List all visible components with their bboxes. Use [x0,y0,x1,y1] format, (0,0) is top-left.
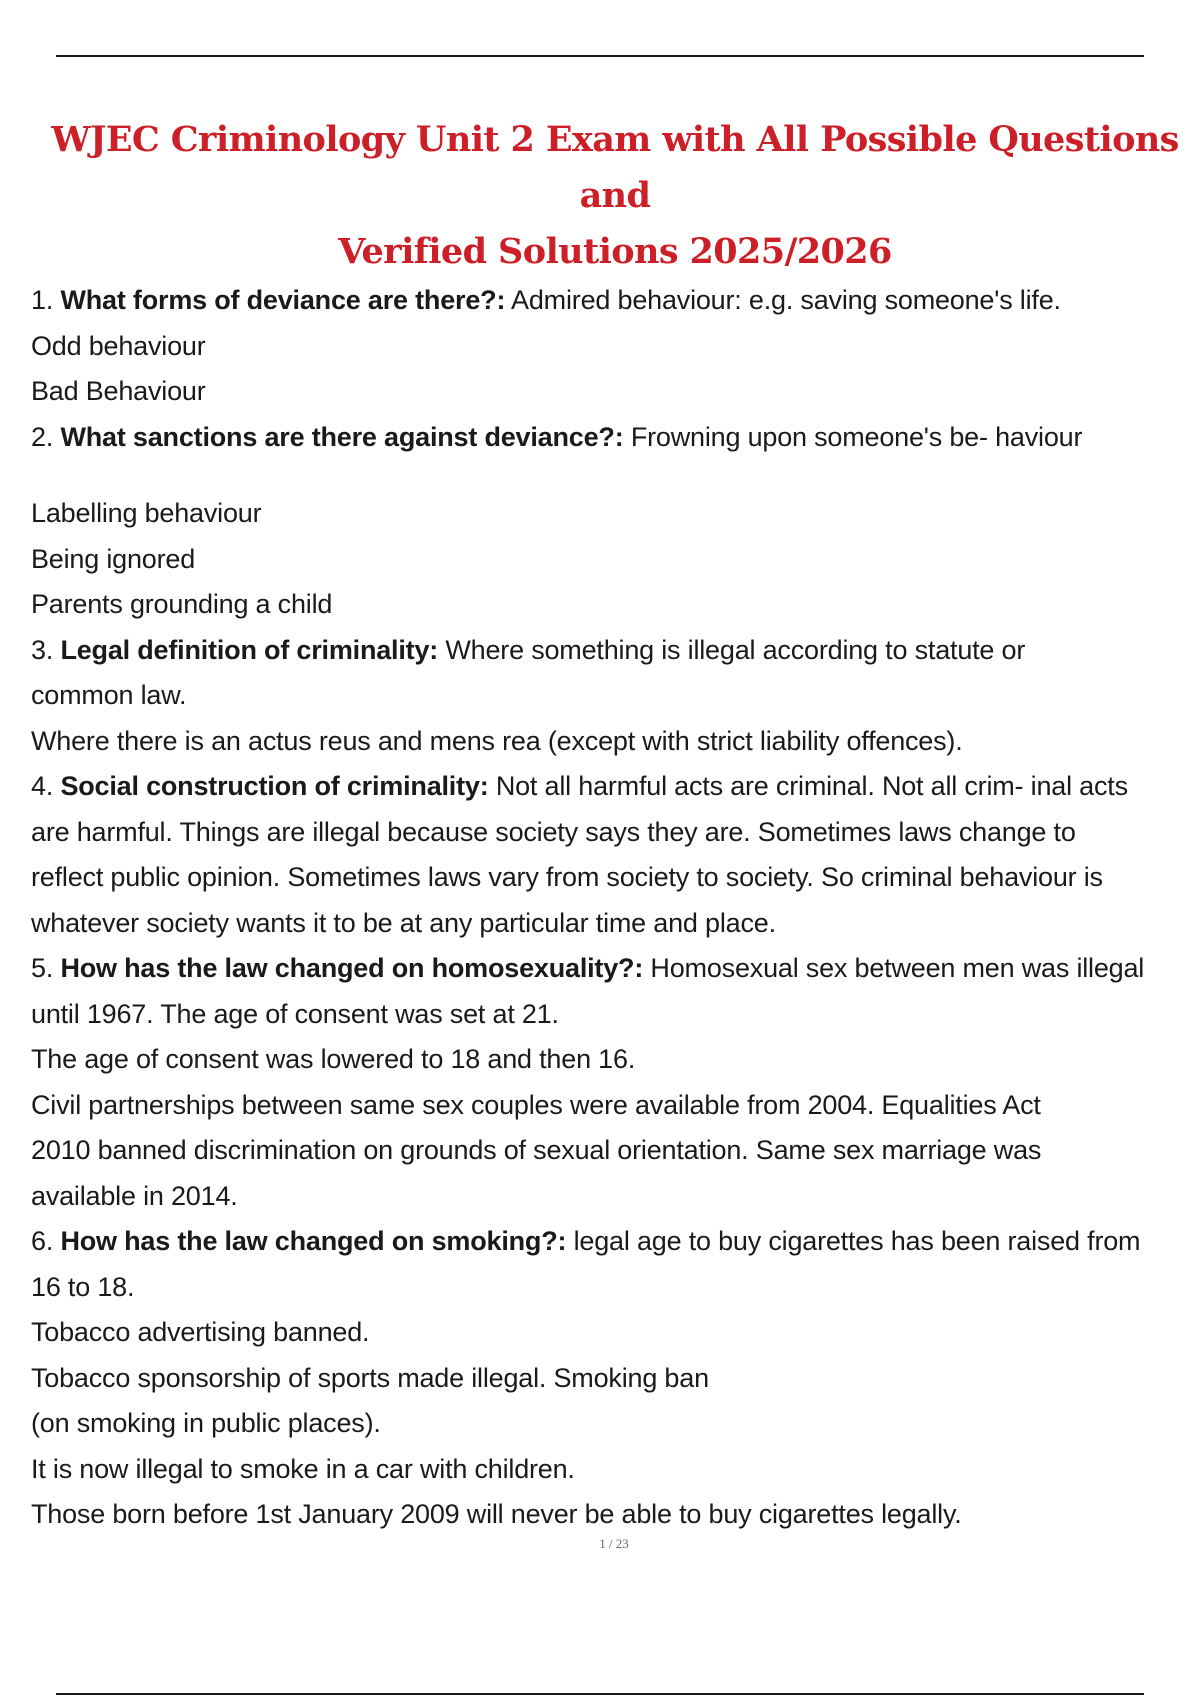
question-number: 1. [31,285,54,315]
question-heading: How has the law changed on smoking?: [60,1226,567,1256]
answer-text: Frowning upon someone's be- haviour [623,421,1083,452]
answer-line: Labelling behaviour [31,498,262,528]
answer-text: Not all harmful acts are criminal. Not all crim- inal acts [488,771,1128,801]
answer-line: Being ignored [31,543,196,574]
answer-text: Homosexual sex between men was illegal [643,953,1145,983]
answer-line: reflect public opinion. Sometimes laws vary from society to society. So criminal behaviour is [31,862,1103,892]
document-title [40,112,1190,280]
question-heading: Legal definition of criminality: [60,634,439,665]
question-number: 6. [31,1226,54,1256]
question-number: 4. [31,771,54,801]
answer-line: until 1967. The age of consent was set at 21. [31,998,559,1029]
question-3 [31,628,1191,674]
question-number: 5. [31,953,54,983]
page-number: 1 / 23 [599,1536,629,1551]
question-5 [31,946,1191,992]
question-heading: What forms of deviance are there?: [60,285,506,315]
question-heading: Social construction of criminality: [60,771,489,801]
question-number: 2. [31,421,54,452]
answer-line: Parents grounding a child [31,589,333,619]
answer-line: Those born before 1st January 2009 will never be able to buy cigarettes legally. [31,1499,962,1529]
answer-line: whatever society wants it to be at any particular time and place. [31,907,776,938]
question-heading: What sanctions are there against deviance?: [60,421,624,452]
answer-line: common law. [31,680,187,710]
answer-line: 2010 banned discrimination on grounds of sexual orientation. Same sex marriage was [31,1135,1042,1165]
answer-text: legal age to buy cigarettes has been raised from [566,1226,1141,1256]
answer-line: 16 to 18. [31,1271,135,1302]
title-line-1: WJEC Criminology Unit 2 Exam with All Possible Questions and [51,119,1179,216]
answer-line: Odd behaviour [31,330,206,361]
question-heading: How has the law changed on homosexuality?: [60,953,644,983]
answer-line: Bad Behaviour [31,376,206,406]
spacer [31,460,1191,491]
answer-text: Where something is illegal according to statute or [438,634,1026,665]
answer-line: (on smoking in public places). [31,1408,381,1438]
answer-line: Civil partnerships between same sex couples were available from 2004. Equalities Act [31,1089,1041,1120]
answer-line: It is now illegal to smoke in a car with children. [31,1453,575,1484]
document-body [31,278,1191,1538]
title-line-2: Verified Solutions 2025/2026 [338,231,892,272]
answer-line: available in 2014. [31,1180,238,1211]
question-2 [31,415,1191,461]
bottom-rule [56,1693,1144,1695]
answer-line: Tobacco advertising banned. [31,1317,370,1347]
question-1 [31,278,1191,324]
answer-line: The age of consent was lowered to 18 and then 16. [31,1044,636,1074]
answer-text: Admired behaviour: e.g. saving someone's life. [505,285,1061,315]
answer-line: are harmful. Things are illegal because society says they are. Sometimes laws change to [31,816,1076,847]
top-rule [56,55,1144,57]
answer-line: Tobacco sponsorship of sports made illegal. Smoking ban [31,1362,709,1393]
question-6 [31,1219,1191,1265]
answer-line: Where there is an actus reus and mens rea (except with strict liability offences). [31,725,963,756]
question-number: 3. [31,634,54,665]
question-4 [31,764,1191,810]
